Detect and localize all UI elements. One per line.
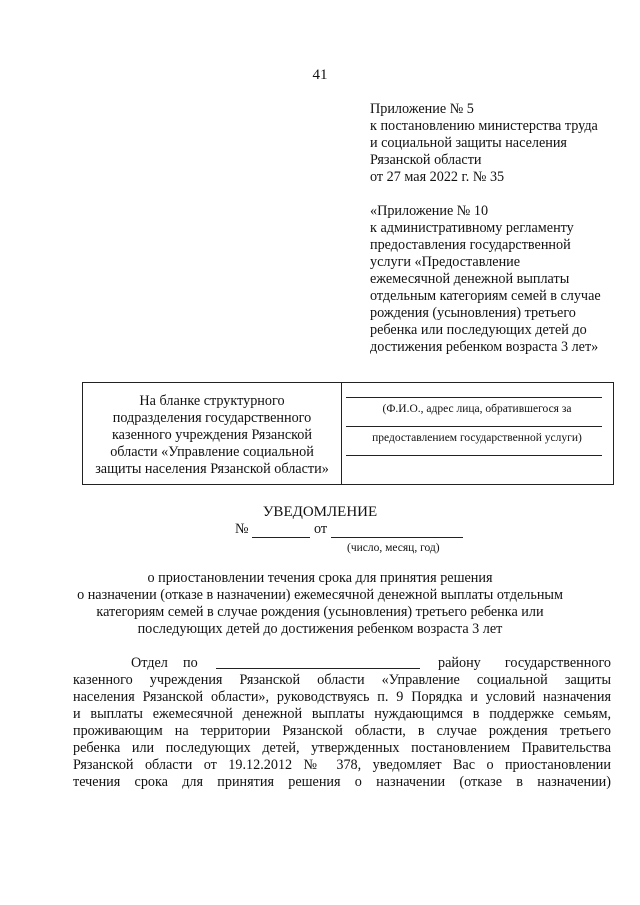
appendix-5-line: Приложение № 5 (370, 101, 474, 117)
letterhead-line: казенного учреждения Рязанской (112, 427, 312, 443)
date-fill-line (331, 537, 463, 538)
subject-line: категориям семей в случае рождения (усыновления) третьего ребенка или (96, 604, 544, 620)
number-label: № (235, 521, 249, 537)
body-line: и выплаты ежемесячной денежной выплаты нуждающимся в поддержке семьям, (73, 706, 611, 722)
subject-line: о назначении (отказе в назначении) ежемесячной денежной выплаты отдельным (77, 587, 563, 603)
appendix-10-line: к административному регламенту (370, 220, 574, 236)
appendix-10-line: рождения (усыновления) третьего (370, 305, 576, 321)
date-caption: (число, месяц, год) (347, 542, 440, 554)
addressee-fill-line (346, 455, 602, 456)
appendix-10-line: достижения ребенком возраста 3 лет» (370, 339, 599, 355)
district-fill-line (216, 668, 420, 669)
appendix-10-line: ежемесячной денежной выплаты (370, 271, 570, 287)
appendix-5-line: и социальной защиты населения (370, 135, 567, 151)
notice-title: УВЕДОМЛЕНИЕ (262, 504, 378, 520)
letterhead-line: На бланке структурного (139, 393, 285, 409)
appendix-10-line: услуги «Предоставление (370, 254, 521, 270)
appendix-5-line: Рязанской области (370, 152, 482, 168)
subject-line: последующих детей до достижения ребенком возраста 3 лет (137, 621, 503, 637)
appendix-10-line: «Приложение № 10 (370, 203, 489, 219)
addressee-fill-line (346, 426, 602, 427)
body-line: проживающим на территории Рязанской области, в случае рождения третьего (73, 723, 611, 739)
letterhead-line: подразделения государственного (112, 410, 312, 426)
addressee-caption-1: (Ф.И.О., адрес лица, обратившегося за (382, 403, 572, 415)
date-label: от (314, 521, 328, 537)
subject-line: о приостановлении течения срока для принятия решения (147, 570, 493, 586)
addressee-fill-line (346, 397, 602, 398)
body-line: Рязанской области от 19.12.2012 № 378, уведомляет Вас о приостановлении (73, 757, 611, 773)
body-line: казенного учреждения Рязанской области «Управление социальной защиты (73, 672, 611, 688)
body-line: населения Рязанской области», руководствуясь п. 9 Порядка и условий назначения (73, 689, 611, 705)
letterhead-line: области «Управление социальной (110, 444, 314, 460)
page-number: 41 (312, 67, 328, 83)
appendix-10-line: ребенка или последующих детей до (370, 322, 587, 338)
body-line: ребенка или последующих детей, утвержденных постановлением Правительства (73, 740, 611, 756)
body-first-line-end: району государственного (438, 655, 611, 671)
body-line: течения срока для принятия решения о назначении (отказе в назначении) (73, 774, 611, 790)
appendix-5-line: к постановлению министерства труда (370, 118, 598, 134)
body-po: по (183, 655, 198, 671)
body-first-word: Отдел (131, 655, 168, 671)
number-fill-line (252, 537, 310, 538)
addressee-caption-2: предоставлением государственной услуги) (372, 432, 582, 444)
appendix-10-line: предоставления государственной (370, 237, 571, 253)
appendix-5-line: от 27 мая 2022 г. № 35 (370, 169, 505, 185)
appendix-10-line: отдельным категориям семей в случае (370, 288, 601, 304)
letterhead-line: защиты населения Рязанской области» (95, 461, 329, 477)
